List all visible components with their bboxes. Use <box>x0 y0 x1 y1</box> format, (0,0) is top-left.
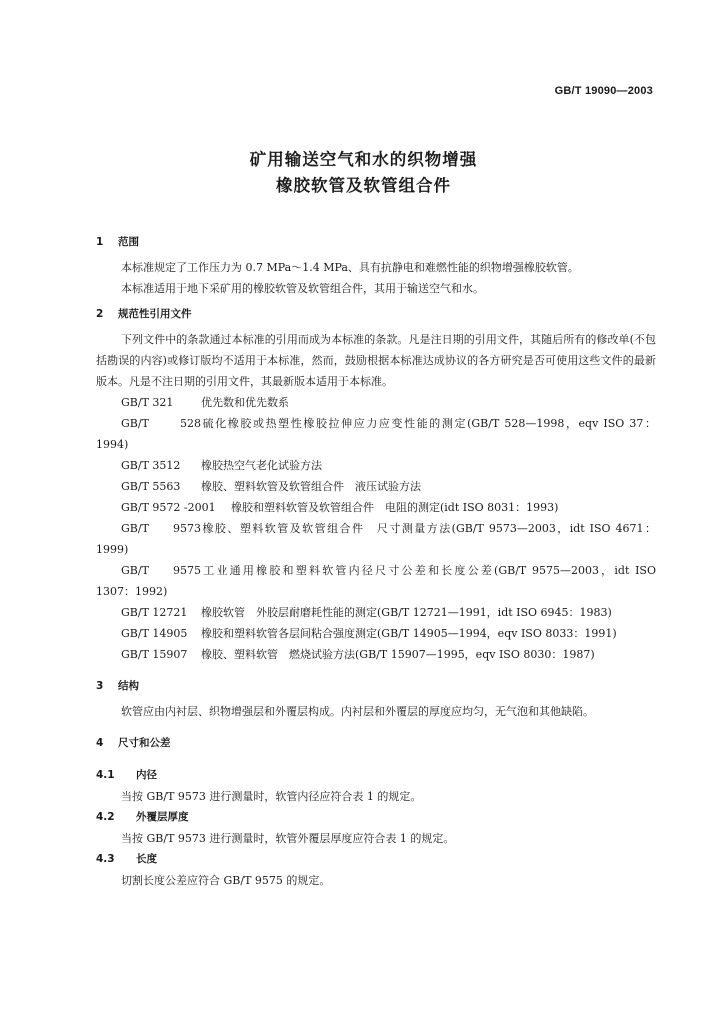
reference-item <box>96 497 656 518</box>
paragraph: 切割长度公差应符合 GB/T 9575 的规定。 <box>121 874 331 887</box>
section-title: 结构 <box>118 680 139 692</box>
section-number: 3 <box>96 680 104 692</box>
reference-code: GB/T 9575 <box>121 564 201 577</box>
subsection-title: 长度 <box>136 853 157 865</box>
section-number: 2 <box>96 308 104 320</box>
reference-code: GB/T 12721 <box>121 606 188 619</box>
paragraph: 当按 GB/T 9573 进行测量时，软管内径应符合表 1 的规定。 <box>121 790 422 803</box>
reference-item <box>96 644 656 665</box>
paragraph: 本标准适用于地下采矿用的橡胶软管及软管组合件，其用于输送空气和水。 <box>121 282 484 295</box>
reference-title: 橡胶和塑料软管及软管组合件 电阻的测定(idt ISO 8031：1993) <box>231 501 559 514</box>
reference-title: 橡胶和塑料软管各层间粘合强度测定(GB/T 14905—1994，eqv ISO 8033：1991) <box>201 627 617 640</box>
section-number: 4 <box>96 737 104 749</box>
subsection-number: 4.2 <box>96 811 115 823</box>
standard-code: GB/T 19090—2003 <box>554 85 653 97</box>
section-title: 尺寸和公差 <box>118 737 171 749</box>
reference-code: GB/T 15907 <box>121 648 188 661</box>
reference-title: 橡胶、塑料软管 燃烧试验方法(GB/T 15907—1995，eqv ISO 8030：1987) <box>201 648 595 661</box>
title-line-1: 矿用输送空气和水的织物增强 <box>249 150 478 169</box>
reference-title: 橡胶、塑料软管及软管组合件 液压试验方法 <box>201 480 421 493</box>
reference-title: 橡胶、塑料软管及软管组合件 尺寸测量方法(GB/T 9573—2003，idt ISO 4671： <box>201 522 656 535</box>
reference-item <box>96 623 656 644</box>
reference-code: GB/T 14905 <box>121 627 188 640</box>
subsection-number: 4.1 <box>96 769 115 781</box>
subsection-4-3-heading <box>96 849 656 870</box>
section-number: 1 <box>96 236 104 248</box>
reference-item <box>96 392 656 413</box>
reference-code: GB/T 321 <box>121 396 174 409</box>
subsection-title: 外覆层厚度 <box>136 811 189 823</box>
reference-continuation: 1999) <box>96 543 129 556</box>
reference-title: 橡胶热空气老化试验方法 <box>201 459 322 472</box>
reference-code: GB/T 5563 <box>121 480 181 493</box>
document-title <box>0 147 727 199</box>
section-title: 范围 <box>118 236 139 248</box>
section-1-heading <box>96 232 656 253</box>
reference-title: 工业通用橡胶和塑料软管内径尺寸公差和长度公差(GB/T 9575—2003，idt ISO <box>201 564 656 577</box>
reference-continuation: 1307：1992) <box>96 585 168 598</box>
reference-item <box>96 413 656 434</box>
subsection-4-1-heading <box>96 765 656 786</box>
reference-item <box>96 476 656 497</box>
section-4-heading <box>96 733 656 754</box>
subsection-number: 4.3 <box>96 853 115 865</box>
reference-code: GB/T 528 <box>121 417 201 430</box>
paragraph: 下列文件中的条款通过本标准的引用而成为本标准的条款。凡是注日期的引用文件，其随后所有的修改单(不包括勘误的内容)或修订版均不适用于本标准，然而，鼓励根据本标准达成协议的各方研究是否可使用这些文件的最新版本。凡是不注日期的引用文件，其最新版本适用于本标准。 <box>96 333 656 388</box>
reference-title: 优先数和优先数系 <box>201 396 289 409</box>
reference-code: GB/T 3512 <box>121 459 181 472</box>
reference-title: 硫化橡胶或热塑性橡胶拉伸应力应变性能的测定(GB/T 528—1998，eqv ISO 37： <box>201 417 656 430</box>
document-body <box>96 232 656 891</box>
section-3-heading <box>96 676 656 697</box>
reference-list <box>96 392 656 665</box>
section-title: 规范性引用文件 <box>118 308 192 320</box>
reference-item <box>96 455 656 476</box>
reference-continuation: 1994) <box>96 438 129 451</box>
reference-title: 橡胶软管 外胶层耐磨耗性能的测定(GB/T 12721—1991，idt ISO 6945：1983) <box>201 606 612 619</box>
reference-item <box>96 560 656 581</box>
paragraph: 当按 GB/T 9573 进行测量时，软管外覆层厚度应符合表 1 的规定。 <box>121 832 455 845</box>
reference-item <box>96 518 656 539</box>
subsection-4-2-heading <box>96 807 656 828</box>
reference-code: GB/T 9573 <box>121 522 201 535</box>
section-2-heading <box>96 304 656 325</box>
title-line-2: 橡胶软管及软管组合件 <box>276 176 451 195</box>
reference-code: GB/T 9572 -2001 <box>121 501 216 514</box>
paragraph: 软管应由内衬层、织物增强层和外覆层构成。内衬层和外覆层的厚度应均匀，无气泡和其他缺陷。 <box>121 705 594 718</box>
paragraph: 本标准规定了工作压力为 0.7 MPa～1.4 MPa、具有抗静电和难燃性能的织物增强橡胶软管。 <box>121 261 579 274</box>
subsection-title: 内径 <box>136 769 157 781</box>
reference-item <box>96 602 656 623</box>
